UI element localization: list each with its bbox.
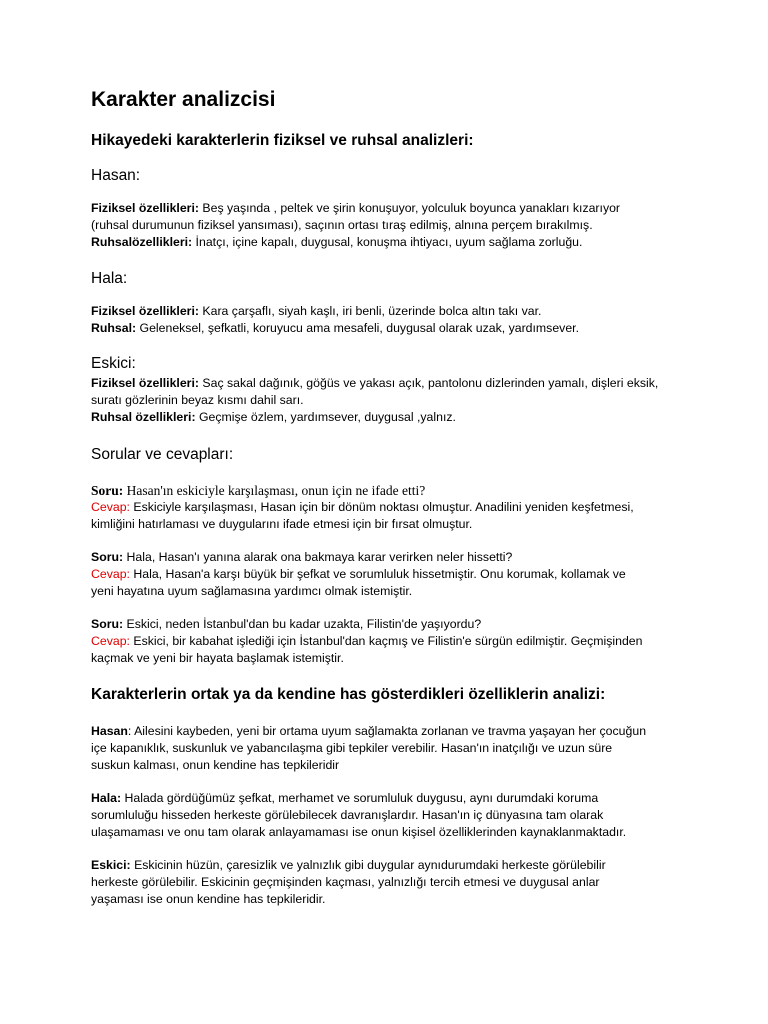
analysis-label: Eskici: <box>91 858 131 872</box>
document-subtitle: Hikayedeki karakterlerin fiziksel ve ruhsal analizleri: <box>91 132 474 149</box>
analysis-line <box>91 723 691 740</box>
character-name: Hala: <box>91 270 128 287</box>
character-name: Hasan: <box>91 167 141 184</box>
analysis-line-2: herkeste görülebilir. Eskicinin geçmişinden kaçması, yalnızlığı tercih etmesi ve duygusal anlar <box>91 875 600 889</box>
mental-label: Ruhsal: <box>91 321 137 335</box>
analysis-text: Eskicinin hüzün, çaresizlik ve yalnızlık gibi duygular aynıdurumdaki herkeste görülebilir <box>130 858 606 872</box>
answer-text: Eskici, bir kabahat işlediği için İstanbul'dan kaçmış ve Filistin'e sürgün edilmiştir. Geçmişinden <box>129 634 643 648</box>
question-label: Soru: <box>91 617 124 631</box>
document-content <box>91 86 691 908</box>
question-line <box>91 616 691 633</box>
question-line <box>91 549 691 566</box>
qa-item <box>91 482 691 533</box>
character-section-hasan <box>91 165 691 251</box>
physical-text: Saç sakal dağınık, göğüs ve yakası açık, pantolonu dizlerinden yamalı, dişleri eksik, <box>198 376 659 390</box>
analysis-label: Hasan <box>91 724 128 738</box>
question-text: Hala, Hasan'ı yanına alarak ona bakmaya karar verirken neler hissetti? <box>123 550 513 564</box>
mental-traits-line <box>91 234 691 251</box>
physical-label: Fiziksel özellikleri: <box>91 304 199 318</box>
qa-item <box>91 616 691 667</box>
analysis-paragraph-hasan <box>91 723 691 774</box>
answer-label: Cevap: <box>91 567 130 581</box>
answer-line <box>91 633 691 650</box>
answer-line-2: yeni hayatına uyum sağlamasına yardımcı olmak istemiştir. <box>91 584 413 598</box>
analysis-heading: Karakterlerin ortak ya da kendine has gösterdikleri özelliklerin analizi: <box>91 686 606 703</box>
mental-traits-line <box>91 320 691 337</box>
answer-label: Cevap: <box>91 634 130 648</box>
physical-traits-line <box>91 303 691 320</box>
mental-label: Ruhsalözellikleri: <box>91 235 193 249</box>
analysis-line-3: suskun kalması, onun kendine has tepkileridir <box>91 758 340 772</box>
physical-text: Kara çarşaflı, siyah kaşlı, iri benli, üzerinde bolca altın takı var. <box>198 304 542 318</box>
physical-traits-line-2: (ruhsal durumunun fiziksel yansıması), saçının ortası tıraş edilmiş, alnına perçem bırakılmış. <box>91 218 593 232</box>
analysis-label: Hala: <box>91 791 122 805</box>
analysis-line-2: sorumluluğu hisseden herkeste görülebilecek davranışlardır. Hasan'ın iç dünyasına tam olarak <box>91 808 604 822</box>
qa-item <box>91 549 691 600</box>
analysis-paragraph-eskici <box>91 857 691 908</box>
analysis-line <box>91 790 691 807</box>
question-text: Eskici, neden İstanbul'dan bu kadar uzakta, Filistin'de yaşıyordu? <box>123 617 482 631</box>
answer-text: Hala, Hasan'a karşı büyük bir şefkat ve sorumluluk hissetmiştir. Onu korumak, kollamak ve <box>129 567 626 581</box>
answer-line <box>91 499 691 516</box>
answer-line-2: kimliğini hatırlaması ve duygularını ifade etmesi için bir fırsat olmuştur. <box>91 517 473 531</box>
question-label: Soru: <box>91 483 124 498</box>
character-name: Eskici: <box>91 355 136 372</box>
analysis-line-3: yaşaması ise onun kendine has tepkileridir. <box>91 892 326 906</box>
analysis-text: Halada gördüğümüz şefkat, merhamet ve sorumluluk duygusu, aynı durumdaki koruma <box>121 791 599 805</box>
answer-line <box>91 566 691 583</box>
character-section-hala <box>91 268 691 337</box>
analysis-line <box>91 857 691 874</box>
answer-label: Cevap: <box>91 500 130 514</box>
answer-line-2: kaçmak ve yeni bir hayata başlamak istemiştir. <box>91 651 344 665</box>
physical-label: Fiziksel özellikleri: <box>91 201 199 215</box>
physical-traits-line-2: suratı gözlerinin beyaz kısmı dahil sarı. <box>91 393 304 407</box>
mental-traits-line <box>91 409 691 426</box>
question-label: Soru: <box>91 550 124 564</box>
question-line <box>91 482 691 499</box>
mental-text: Geleneksel, şefkatli, koruyucu ama mesafeli, duygusal olarak uzak, yardımsever. <box>136 321 579 335</box>
question-text: Hasan'ın eskiciyle karşılaşması, onun için ne ifade etti? <box>123 483 426 498</box>
physical-label: Fiziksel özellikleri: <box>91 376 199 390</box>
analysis-paragraph-hala <box>91 790 691 841</box>
analysis-line-3: ulaşamaması ve onu tam olarak anlayamaması ise onun kişisel özelliklerinden kaynaklanmaktadır. <box>91 825 627 839</box>
physical-text: Beş yaşında , peltek ve şirin konuşuyor, yolculuk boyunca yanakları kızarıyor <box>198 201 621 215</box>
analysis-line-2: içe kapanıklık, suskunluk ve yabancılaşma gibi tepkiler verebilir. Hasan'ın inatçılığı ve uzun süre <box>91 741 613 755</box>
mental-text: İnatçı, içine kapalı, duygusal, konuşma ihtiyacı, uyum sağlama zorluğu. <box>192 235 583 249</box>
character-section-eskici <box>91 353 691 426</box>
mental-text: Geçmişe özlem, yardımsever, duygusal ,yalnız. <box>195 410 456 424</box>
document-title: Karakter analizcisi <box>91 88 276 111</box>
physical-traits-line <box>91 375 691 392</box>
answer-text: Eskiciyle karşılaşması, Hasan için bir dönüm noktası olmuştur. Anadilini yeniden keşfetmesi, <box>129 500 634 514</box>
analysis-text: : Ailesini kaybeden, yeni bir ortama uyum sağlamakta zorlanan ve travma yaşayan her çocuğun <box>127 724 647 738</box>
qa-heading: Sorular ve cevapları: <box>91 446 234 463</box>
mental-label: Ruhsal özellikleri: <box>91 410 196 424</box>
physical-traits-line <box>91 200 691 217</box>
